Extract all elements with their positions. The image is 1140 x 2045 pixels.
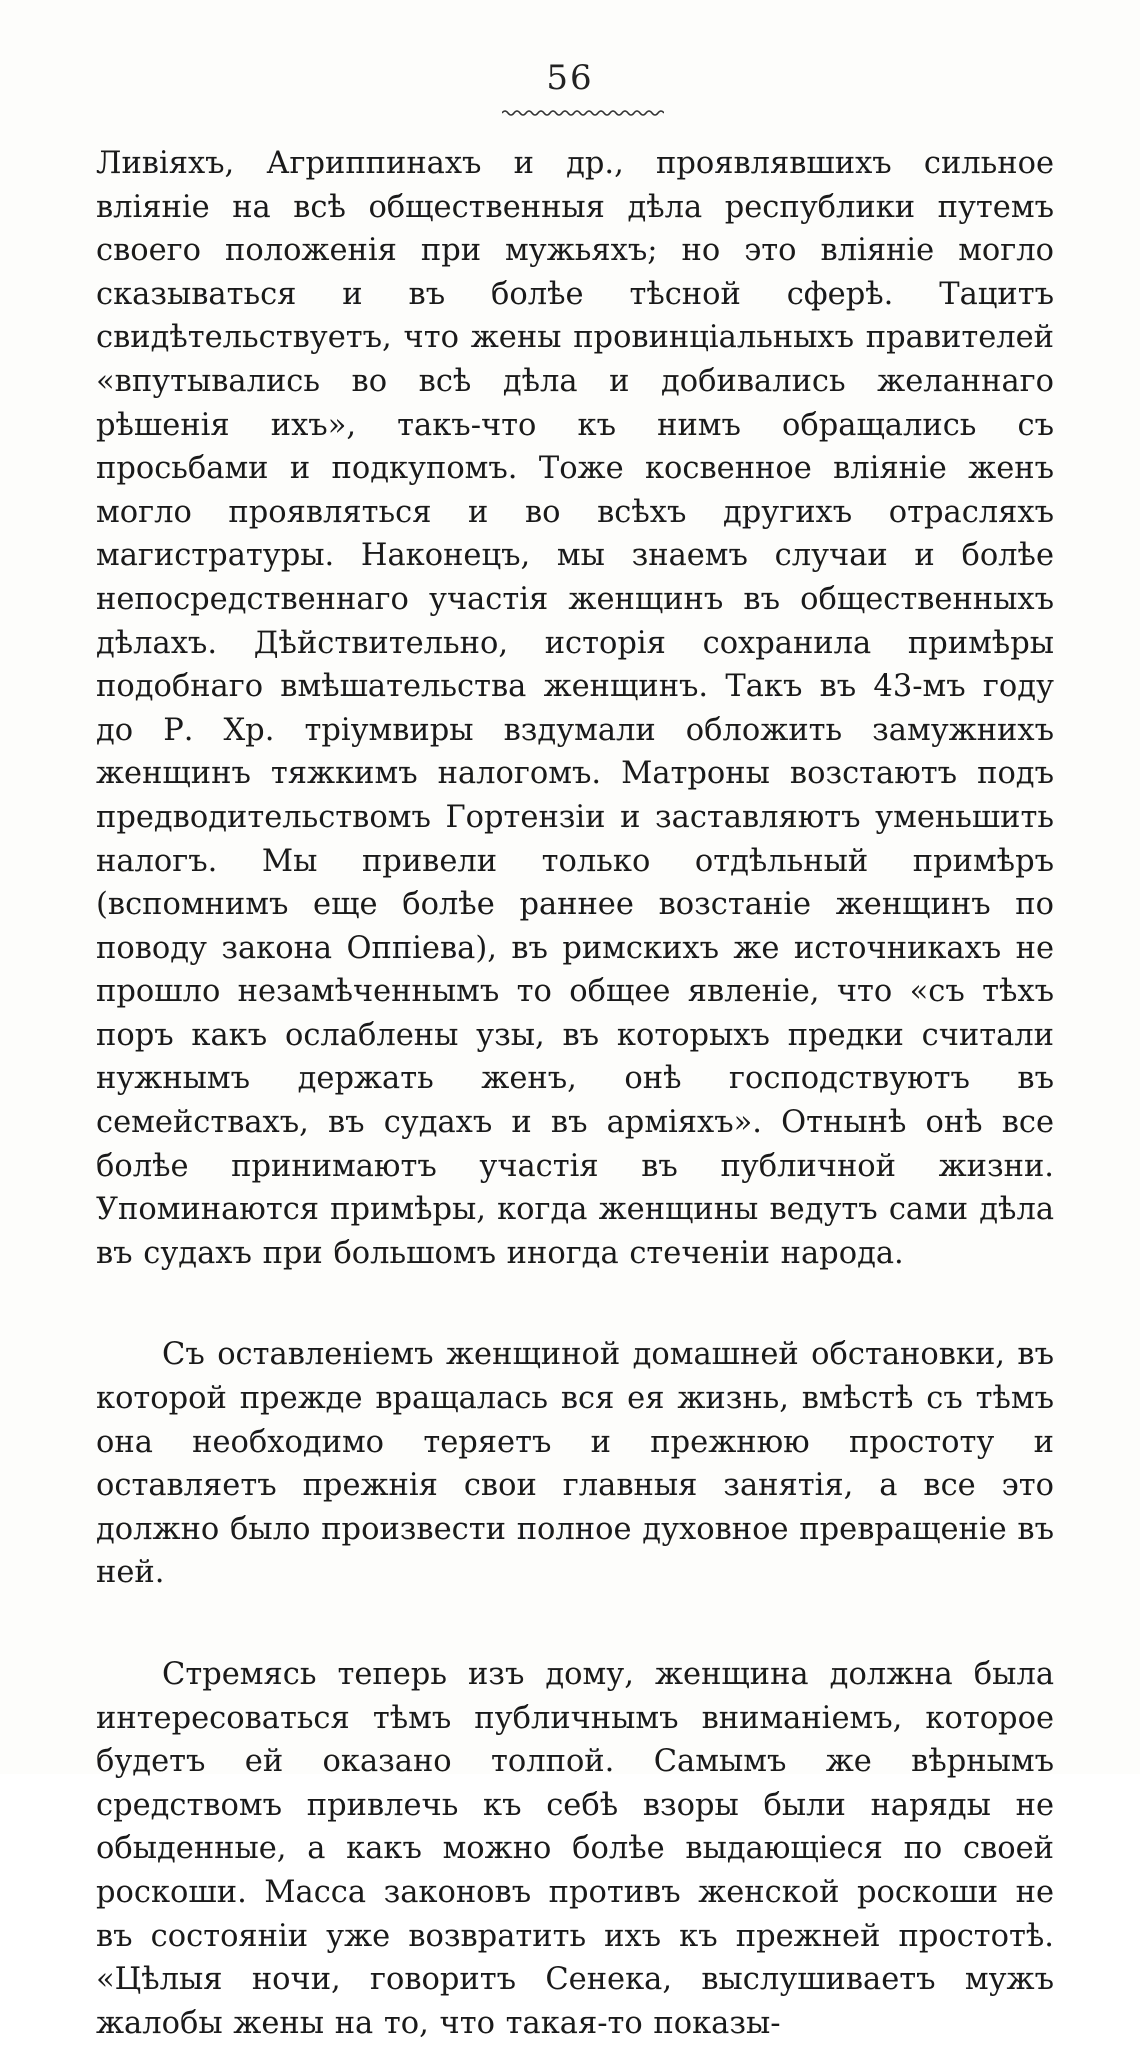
page-number: 56 <box>546 58 594 98</box>
paragraph-1: Ливіяхъ, Агриппинахъ и др., проявлявшихъ сильное вліяніе на всѣ общественныя дѣла республики путемъ своего положенія при мужьяхъ; но это вліяніе могло сказываться и въ болѣе тѣсной сферѣ. Тацитъ свидѣтельствуетъ, что жены провинціальныхъ правителей «впутывались во всѣ дѣла и добивались желаннаго рѣшенія ихъ», такъ-что къ нимъ обращались съ просьбами и подкупомъ. Тоже косвенное вліяніе женъ могло проявляться и во всѣхъ другихъ отрасляхъ магистратуры. Наконецъ, мы знаемъ случаи и болѣе непосредственнаго участія женщинъ въ общественныхъ дѣлахъ. Дѣйствительно, исторія сохранила примѣры подобнаго вмѣшательства женщинъ. Такъ въ 43-мъ году до Р. Хр. тріумвиры вздумали обложить замужнихъ женщинъ тяжкимъ налогомъ. Матроны возстаютъ подъ предводительствомъ Гортензіи и заставляютъ уменьшить налогъ. Мы привели только отдѣльный примѣръ (вспомнимъ еще болѣе раннее возстаніе женщинъ по поводу закона Оппіева), въ римскихъ же источникахъ не прошло незамѣченнымъ то общее явленіе, что «съ тѣхъ поръ какъ ослаблены узы, въ которыхъ предки считали нужнымъ держать женъ, онѣ господствуютъ въ семействахъ, въ судахъ и въ арміяхъ». Отнынѣ онѣ все болѣе принимаютъ участія въ публичной жизни. Упоминаются примѣры, когда женщины ведутъ сами дѣла въ судахъ при большомъ иногда стеченіи народа. <box>96 146 1054 1271</box>
paragraph-2: Съ оставленіемъ женщиной домашней обстановки, въ которой прежде вращалась вся ея жизнь, вмѣстѣ съ тѣмъ она необходимо теряетъ и прежнюю простоту и оставляетъ прежнія свои главныя занятія, а все это должно было произвести полное духовное превращеніе въ ней. <box>96 1337 1054 1591</box>
body-text <box>96 142 1054 2045</box>
paragraph-3: Стремясь теперь изъ дому, женщина должна была интересоваться тѣмъ публичнымъ вниманіемъ, которое будетъ ей оказано толпой. Самымъ же вѣрнымъ средствомъ привлечь къ себѣ взоры были наряды не обыденные, а какъ можно болѣе выдающіеся по своей роскоши. Масса законовъ противъ женской роскоши не въ состояніи уже возвратить ихъ къ прежней простотѣ. «Цѣлыя ночи, говоритъ Сенека, выслушиваетъ мужъ жалобы жены на то, что такая-то показы- <box>96 1657 1054 2041</box>
wavy-rule-icon <box>502 108 664 118</box>
decorative-wavy-rule <box>502 108 664 118</box>
